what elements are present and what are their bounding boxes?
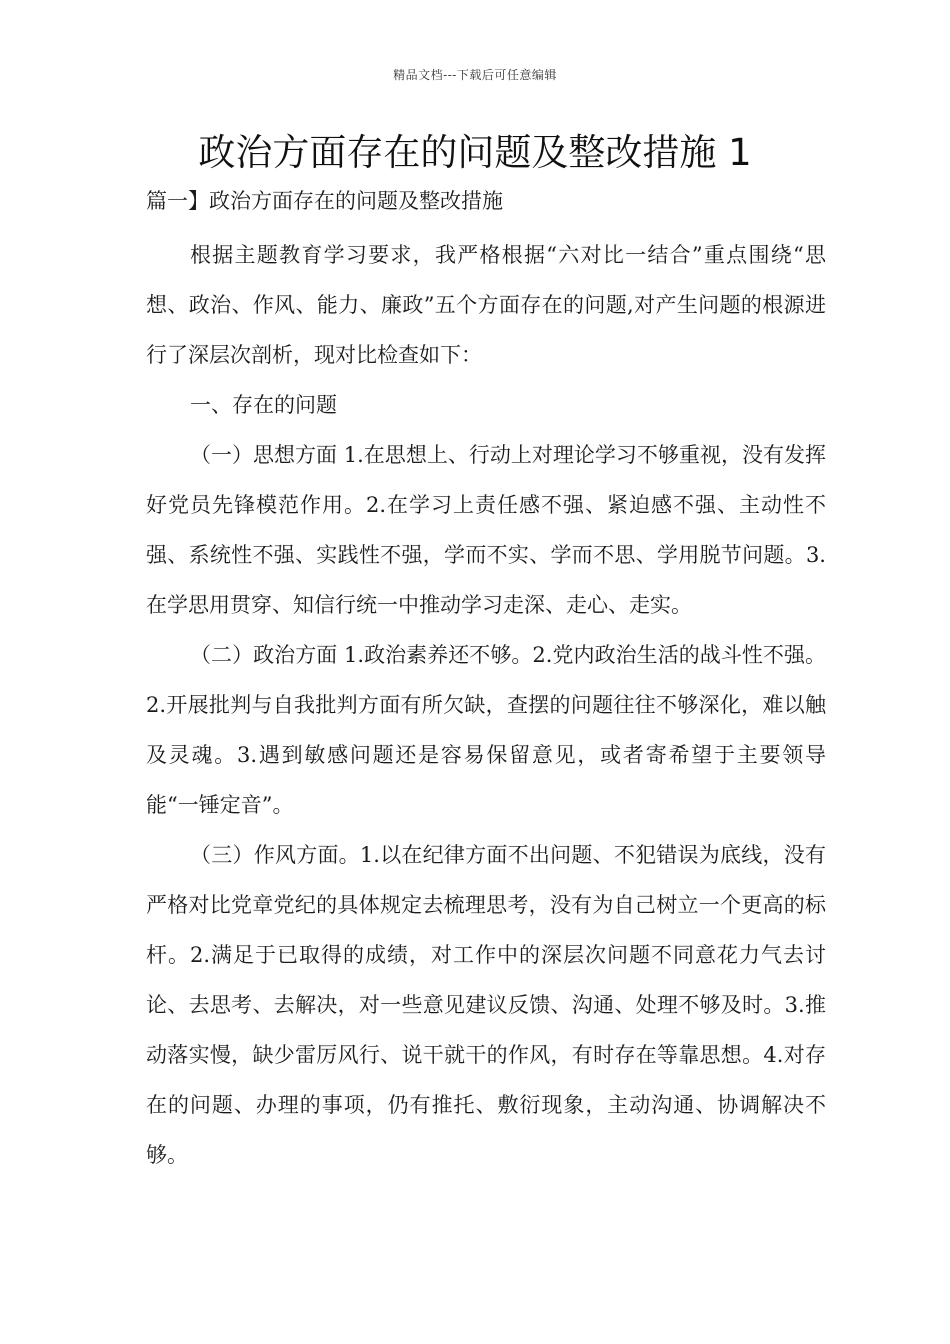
document-body <box>146 230 826 1180</box>
subheading: 篇一】政治方面存在的问题及整改措施 <box>146 189 503 213</box>
section-heading: 一、存在的问题 <box>190 393 337 417</box>
politics-paragraph: （二）政治方面 1.政治素养还不够。2.党内政治生活的战斗性不强。2.开展批判与自我批判方面有所欠缺，查摆的问题往往不够深化，难以触及灵魂。3.遇到敏感问题还是容易保留意见，或者寄希望于主要领导能“一锤定音”。 <box>146 643 826 817</box>
document-title: 政治方面存在的问题及整改措施 1 <box>198 131 752 174</box>
header-note: 精品文档---下载后可任意编辑 <box>393 68 557 82</box>
style-paragraph: （三）作风方面。1.以在纪律方面不出问题、不犯错误为底线，没有严格对比党章党纪的具体规定去梳理思考，没有为自己树立一个更高的标杆。2.满足于已取得的成绩，对工作中的深层次问题不同意花力气去讨论、去思考、去解决，对一些意见建议反馈、沟通、处理不够及时。3.推动落实慢，缺少雷厉风行、说干就干的作风，有时存在等靠思想。4.对存在的问题、办理的事项，仍有推托、敷衍现象，主动沟通、协调解决不够。 <box>146 843 826 1167</box>
intro-paragraph: 根据主题教育学习要求，我严格根据“六对比一结合”重点围绕“思想、政治、作风、能力、廉政”五个方面存在的问题,对产生问题的根源进行了深层次剖析，现对比检查如下： <box>146 243 826 367</box>
thought-paragraph: （一）思想方面 1.在思想上、行动上对理论学习不够重视，没有发挥好党员先锋模范作用。2.在学习上责任感不强、紧迫感不强、主动性不强、系统性不强、实践性不强，学而不实、学而不思、学用脱节问题。3.在学思用贯穿、知信行统一中推动学习走深、走心、走实。 <box>146 443 826 617</box>
